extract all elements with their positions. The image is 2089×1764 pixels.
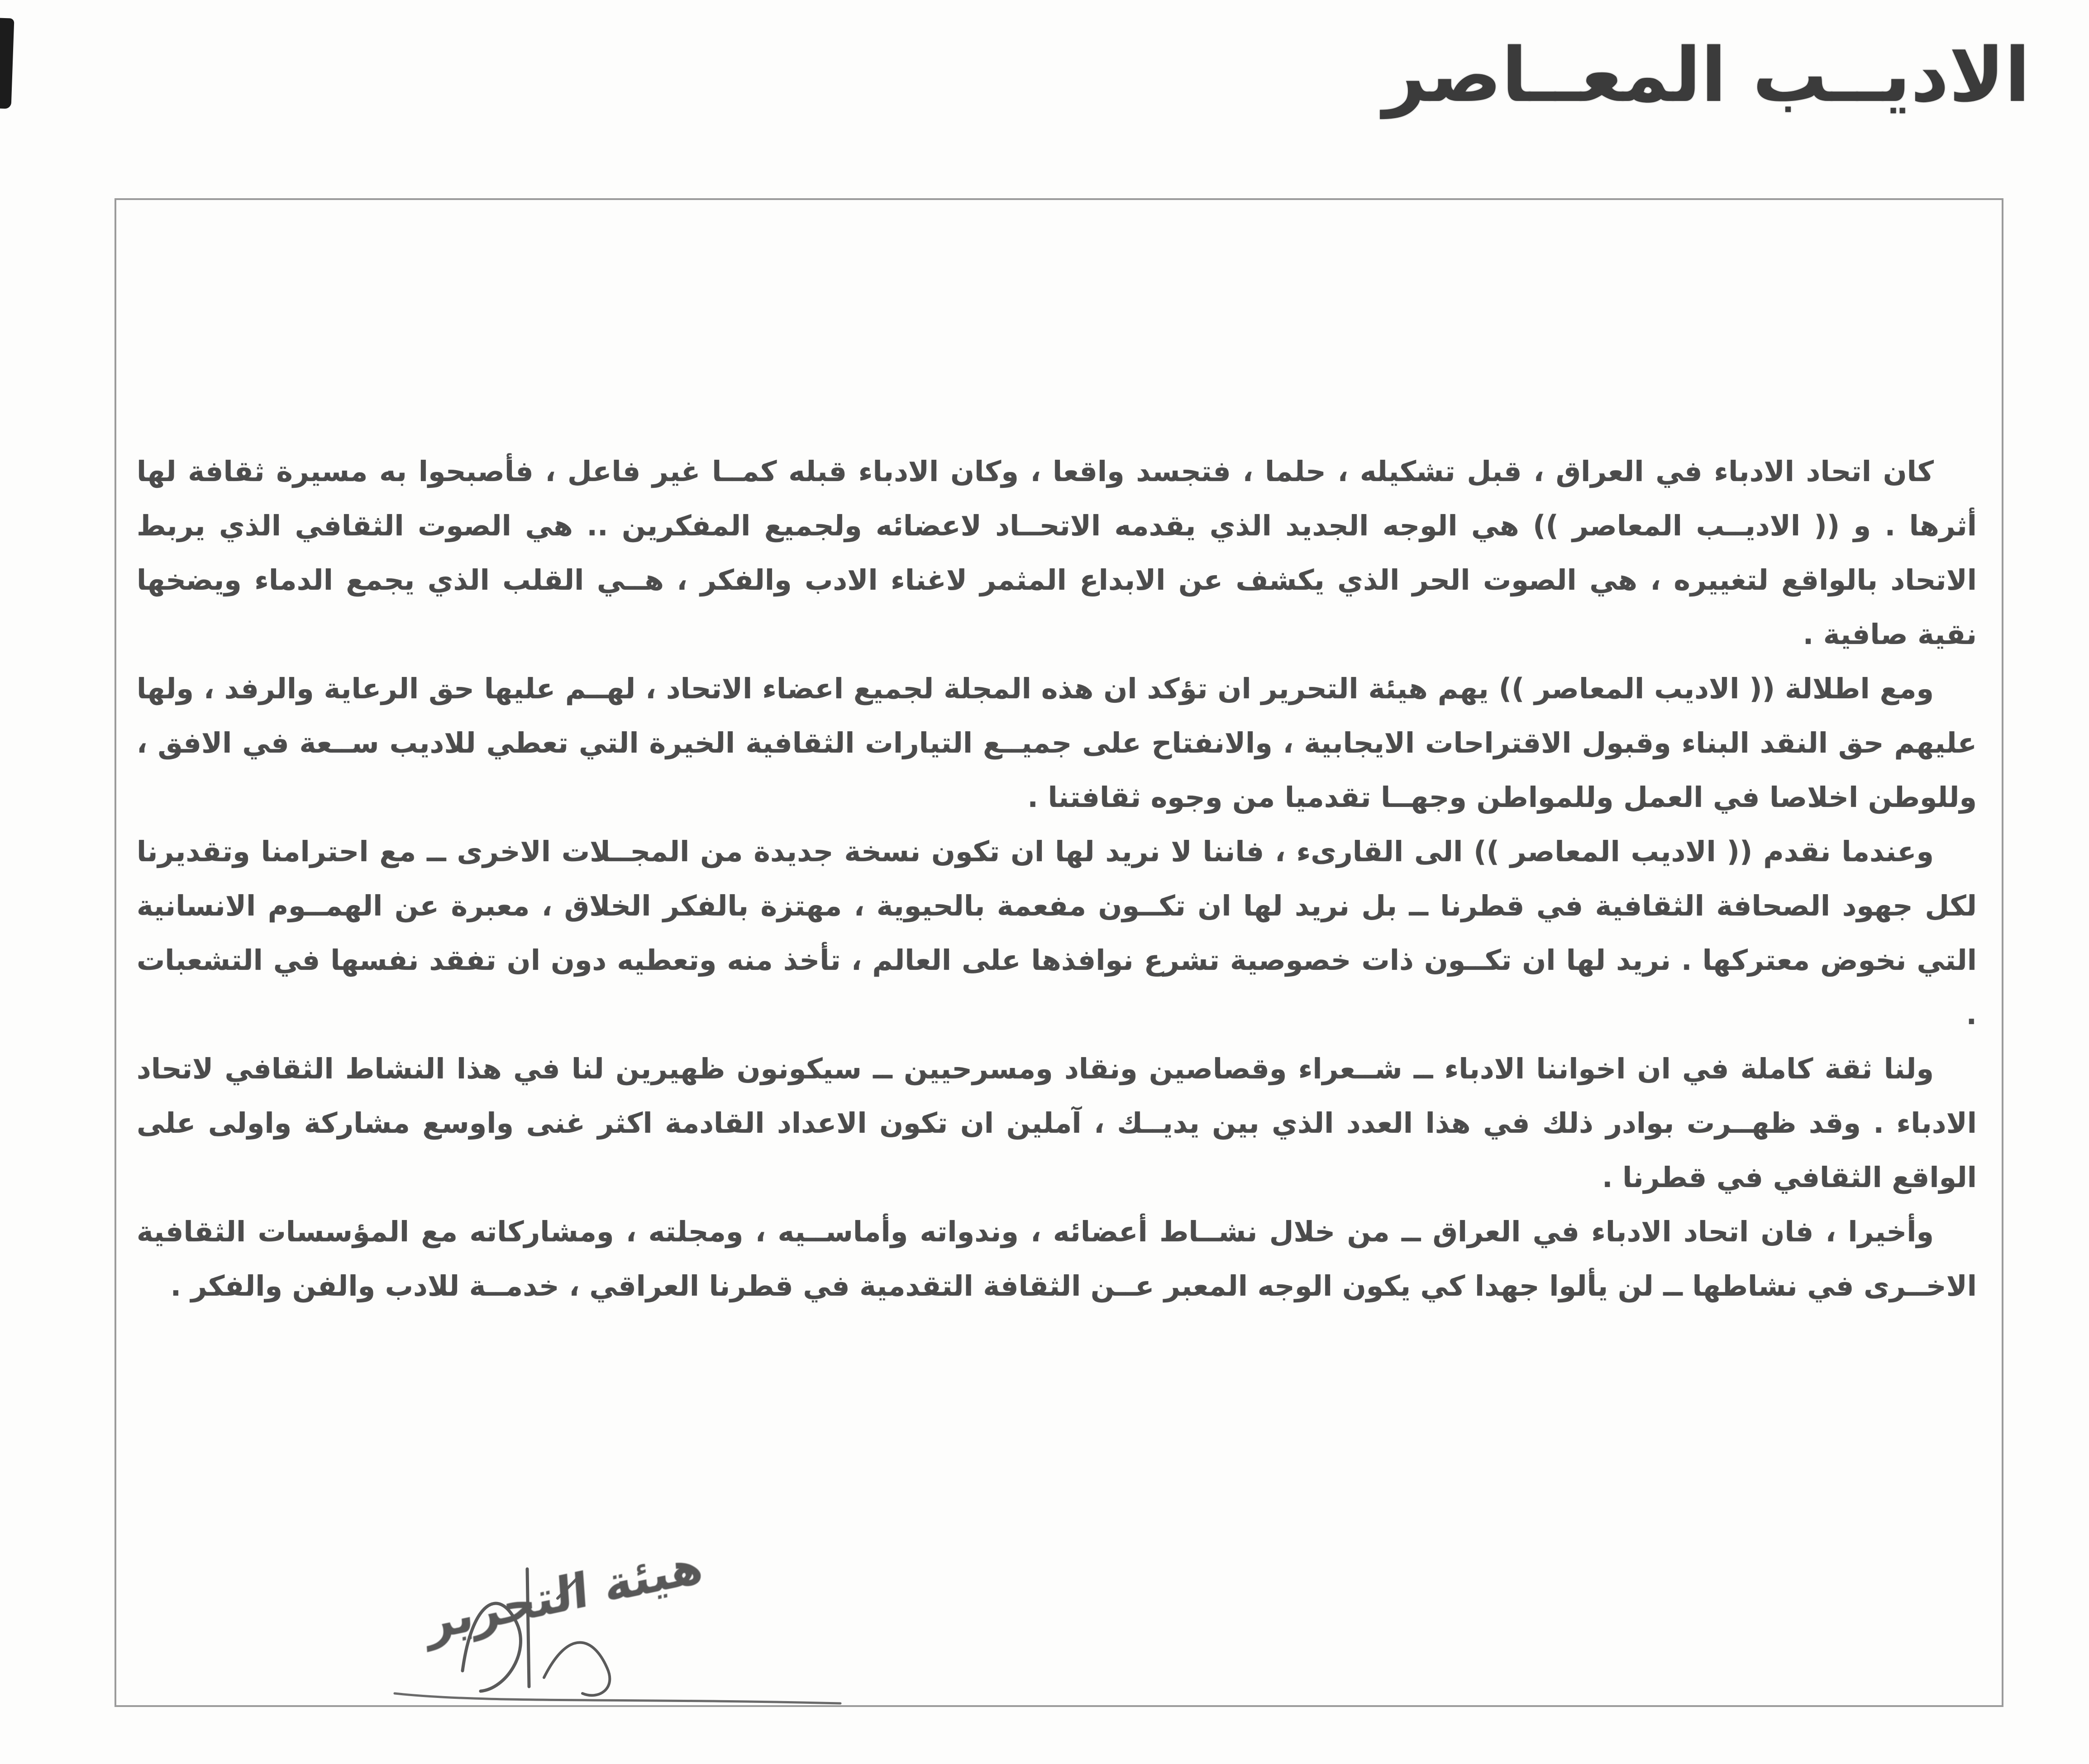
magazine-masthead-title: الاديــب المعــاصر bbox=[1383, 32, 2030, 119]
editorial-paragraph-4: ولنا ثقة كاملة في ان اخواننا الادباء ــ شــعراء وقصاصين ونقاد ومسرحيين ــ سيكونون ظهيرين لنا في هذا النشاط الثقافي لاتحاد الادباء . وقد ظهــرت بوادر ذلك في هذا العدد الذي بين يديــك ، آملين ان تكون الاعداد القادمة اكثر غنى واوسع مشاركة واولى على الواقع الثقافي في قطرنا . bbox=[137, 1052, 1977, 1194]
editorial-board-signature bbox=[370, 1535, 868, 1725]
editorial-text-frame bbox=[114, 198, 2003, 1707]
scan-edge-artifact bbox=[0, 18, 14, 109]
editorial-paragraph-5: وأخيرا ، فان اتحاد الادباء في العراق ــ من خلال نشــاط أعضائه ، وندواته وأماســيه ، ومجلته ، ومشاركاته مع المؤسسات الثقافية الاخــرى في نشاطها ــ لن يألوا جهدا كي يكون الوجه المعبر عــن الثقافة التقدمية في قطرنا العراقي ، خدمــة للادب والفن والفكر . bbox=[137, 1215, 1977, 1302]
editorial-paragraph-2: ومع اطلالة (( الاديب المعاصر )) يهم هيئة التحرير ان تؤكد ان هذه المجلة لجميع اعضاء الاتحاد ، لهــم عليها حق الرعاية والرفد ، ولها عليهم حق النقد البناء وقبول الاقتراحات الايجابية ، والانفتاح على جميــع التيارات الثقافية الخيرة التي تعطي للاديب ســعة في الافق ، وللوطن اخلاصا في العمل وللمواطن وجهــا تقدميا من وجوه ثقافتنا . bbox=[137, 672, 1977, 814]
signature-text: هيئة التحرير bbox=[425, 1537, 705, 1652]
editorial-paragraph-1: كان اتحاد الادباء في العراق ، قبل تشكيله ، حلما ، فتجسد واقعا ، وكان الادباء قبله كمــا غير فاعل ، فأصبحوا به مسيرة ثقافة لها أثرها . و (( الاديــب المعاصر )) هي الوجه الجديد الذي يقدمه الاتحــاد لاعضائه ولجميع المفكرين .. هي الصوت الثقافي الذي يربط الاتحاد بالواقع لتغييره ، هي الصوت الحر الذي يكشف عن الابداع المثمر لاغناء الادب والفكر ، هــي القلب الذي يجمع الدماء ويضخها نقية صافية . bbox=[137, 455, 1977, 651]
editorial-body bbox=[137, 444, 1977, 1313]
editorial-paragraph-3: وعندما نقدم (( الاديب المعاصر )) الى القارىء ، فاننا لا نريد لها ان تكون نسخة جديدة من المجــلات الاخرى ــ مع احترامنا وتقديرنا لكل جهود الصحافة الثقافية في قطرنا ــ بل نريد لها ان تكــون مفعمة بالحيوية ، مهتزة بالفكر الخلاق ، معبرة عن الهمــوم الانسانية التي نخوض معتركها . نريد لها ان تكــون ذات خصوصية تشرع نوافذها على العالم ، تأخذ منه وتعطيه دون ان تفقد نفسها في التشعبات . bbox=[137, 835, 1977, 1031]
